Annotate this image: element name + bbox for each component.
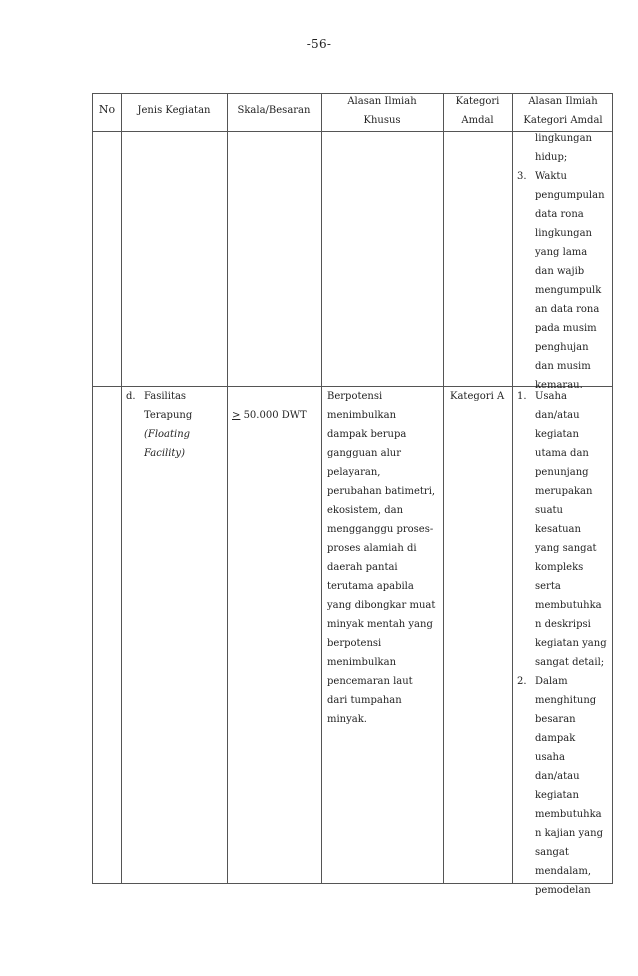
page-number: -56- [306, 37, 332, 51]
amdal-table [92, 93, 613, 896]
header-alasan-ilmiah-khusus: Alasan Ilmiah Khusus [347, 96, 417, 126]
header-jenis-kegiatan: Jenis Kegiatan [137, 105, 211, 116]
list-item-3: 3. Waktu pengumpulan data rona lingkungan yang lama dan wajib mengumpulk an data rona pada musim penghujan dan musim kemarau. [517, 167, 613, 395]
row2-alasan-khusus: Berpotensi menimbulkan dampak berupa gangguan alur pelayaran, perubahan batimetri, ekosistem, dan mengganggu proses- proses alamiah di daerah pantai terutama apabila yang dibongkar muat minyak mentah yang berpotensi menimbulkan pencemaran laut dari tumpahan minyak. [327, 391, 436, 725]
column-divider [321, 94, 322, 883]
row2-alasan-kategori [517, 387, 613, 900]
column-divider [227, 94, 228, 883]
skala-value: 50.000 DWT [240, 410, 307, 421]
row1-alasan-kategori [517, 129, 613, 395]
list-number: 2. [517, 676, 527, 687]
list-item-2: 2. Dalam menghitung besaran dampak usaha dan/atau kegiatan membutuhka n kajian yang sangat mendalam, pemodelan [517, 672, 613, 900]
list-item-d: d. Fasilitas Terapung (Floating Facility) [126, 387, 226, 463]
list-number: 1. [517, 391, 527, 402]
column-divider [121, 94, 122, 883]
row2-kategori-amdal: Kategori A [450, 391, 505, 402]
row2-jenis-kegiatan [126, 387, 226, 463]
list-item-continuation: lingkungan hidup; [535, 133, 592, 163]
header-kategori-amdal: Kategori Amdal [455, 96, 500, 126]
list-item-1: 1. Usaha dan/atau kegiatan utama dan penunjang merupakan suatu kesatuan yang sangat kompleks serta membutuhka n deskripsi kegiatan yang sangat detail; [517, 387, 613, 672]
list-letter: d. [126, 391, 136, 402]
header-alasan-ilmiah-kategori: Alasan Ilmiah Kategori Amdal [523, 96, 603, 126]
column-divider [512, 94, 513, 883]
list-number: 3. [517, 171, 527, 182]
column-divider [443, 94, 444, 883]
header-skala-besaran: Skala/Besaran [237, 105, 311, 116]
header-no: No [98, 103, 116, 116]
greater-equal-symbol: > [232, 410, 241, 421]
row2-skala-besaran [232, 406, 320, 425]
